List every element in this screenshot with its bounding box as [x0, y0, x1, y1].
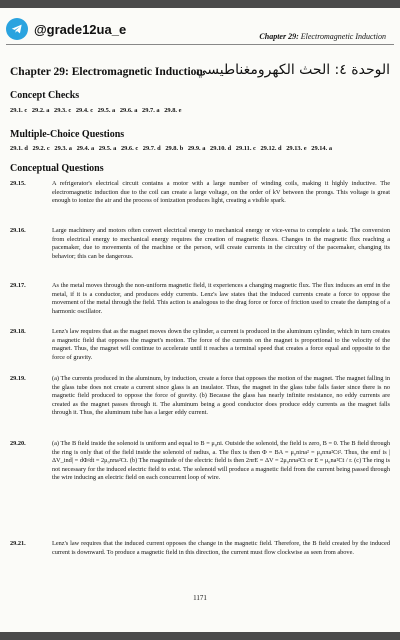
- channel-handle: @grade12ua_e: [34, 21, 127, 37]
- answer: 29.1. d: [10, 145, 28, 152]
- answer: 29.9. a: [187, 145, 206, 152]
- answer: 29.7. d: [142, 145, 161, 152]
- running-head-prefix: Chapter 29:: [259, 32, 299, 41]
- question-item: [10, 282, 390, 316]
- answer: 29.3. c: [54, 107, 72, 114]
- answer: 29.8. e: [164, 107, 182, 114]
- question-text: A refrigerator's electrical circuit contains a motor with a large number of winding coils, making it highly inductive. The electromagnetic induction due to the coil can create a large voltage, on the order of kV between the prongs. This voltage is great enough to ionize the air and the process of ionization produces light, creating a visible spark.: [52, 180, 390, 205]
- chapter-title: Chapter 29: Electromagnetic Induction: [10, 66, 203, 78]
- question-number: 29.21.: [10, 540, 26, 547]
- answer: 29.10. d: [210, 145, 232, 152]
- header-rule: [6, 44, 394, 45]
- answer: 29.5. a: [97, 107, 116, 114]
- question-number: 29.19.: [10, 375, 26, 382]
- answer: 29.8. b: [165, 145, 184, 152]
- question-item: [10, 440, 390, 483]
- answer: 29.7. a: [142, 107, 160, 114]
- concept-checks-answers: [10, 107, 390, 114]
- conceptual-heading: Conceptual Questions: [10, 163, 104, 174]
- answer: 29.3. a: [54, 145, 72, 152]
- question-item: [10, 540, 390, 557]
- question-item: [10, 180, 390, 206]
- question-number: 29.17.: [10, 282, 26, 289]
- question-text: As the metal moves through the non-uniform magnetic field, it experiences a changing magnetic flux. The flux induces an emf in the metal, if it is a conductor, and produces eddy currents. Lenz's law states that the induced currents create a force to oppose the movement of the metal through the field. This action is analogous to the drag force or force of friction used to create the damping of a harmonic oscillator.: [52, 282, 390, 315]
- answer: 29.14. a: [311, 145, 333, 152]
- question-text: Lenz's law requires that as the magnet moves down the cylinder, a current is produced in the aluminum cylinder, which in turn creates a magnetic field that opposes the magnet's motion. The force of the currents on the magnet is proportional to the velocity of the magnet. Thus, the magnet will continue to accelerate until it reaches a terminal speed that creates a force equal and opposite to the force of gravity.: [52, 328, 390, 361]
- answer: 29.11. c: [235, 145, 256, 152]
- answer: 29.2. c: [32, 145, 50, 152]
- question-number: 29.18.: [10, 328, 26, 335]
- answer: 29.5. a: [98, 145, 117, 152]
- answer: 29.6. a: [119, 107, 138, 114]
- running-head-title: Electromagnetic Induction: [300, 32, 386, 41]
- question-number: 29.15.: [10, 180, 26, 187]
- answer: 29.6. c: [120, 145, 139, 152]
- running-head: [259, 32, 386, 41]
- question-text: (a) The B field inside the solenoid is uniform and equal to B = μ₀ni. Outside the solenoid, the field is zero, B = 0. The B field through the ring is only that of the field inside the solenoid of radius, a. The flux is then Φ = BA = μ₀niπa² = μ₀nπa²Ct². Thus, the emf is |ΔV_ind| = dΦ/dt = 2μ₀nπa²Ct. (b) The magnitude of the electric field is then 2πrE = ΔV = 2μ₀nπa²Ct or E = μ₀na²Ct / r. (c) The ring is not necessary for the induced electric field to exist. The solenoid will produce a magnetic field from the current being passed through the wire inducing an electric field on each concurrent loop of wire.: [52, 440, 390, 482]
- document-page: [0, 8, 400, 632]
- multiple-choice-heading: Multiple-Choice Questions: [10, 129, 125, 140]
- channel-watermark: [6, 18, 126, 40]
- answer: 29.12. d: [260, 145, 282, 152]
- concept-checks-heading: Concept Checks: [10, 90, 80, 101]
- question-item: [10, 227, 390, 261]
- answer: 29.4. a: [76, 145, 95, 152]
- answer: 29.4. c: [75, 107, 94, 114]
- arabic-title: الوحدة ٤: الحث الكهرومغناطيسي: [195, 62, 390, 78]
- answer: 29.1. c: [10, 107, 28, 114]
- question-item: [10, 375, 390, 418]
- multiple-choice-answers: [10, 145, 390, 152]
- answer: 29.13. e: [286, 145, 307, 152]
- answer: 29.2. a: [31, 107, 50, 114]
- question-number: 29.20.: [10, 440, 26, 447]
- question-text: Lenz's law requires that the induced current opposes the change in the magnetic field. Therefore, the B field created by the induced current is downward. To produce a magnetic field in this direction, the current must flow clockwise as seen from above.: [52, 540, 390, 556]
- question-item: [10, 328, 390, 362]
- question-text: Large machinery and motors often convert electrical energy to mechanical energy or vice-versa to complete a task. The conversion from electrical energy to mechanical energy requires the creation of magnetic fluxes. Changes in the magnetic flux reaching a pacemaker, due to movements of the machine or the person, will create currents in the circuitry of the pacemaker, changing its behavior; this can be dangerous.: [52, 227, 390, 260]
- question-number: 29.16.: [10, 227, 26, 234]
- question-text: (a) The currents produced in the aluminum, by induction, create a force that opposes the motion of the magnet. The magnet falling in the glass tube does not create a current since glass is an insulator. Thus, the magnet in the glass tube falls faster since there is no magnetic field produced to oppose the force of gravity. (b) Because the glass has nearly infinite resistance, no eddy currents are created as the magnet passes through it. The aluminum being a good conductor does produce eddy currents as the magnet falls through it. Thus, the aluminum tube has a larger eddy current.: [52, 375, 390, 417]
- telegram-icon: [6, 18, 28, 40]
- page-number: 1171: [193, 594, 207, 602]
